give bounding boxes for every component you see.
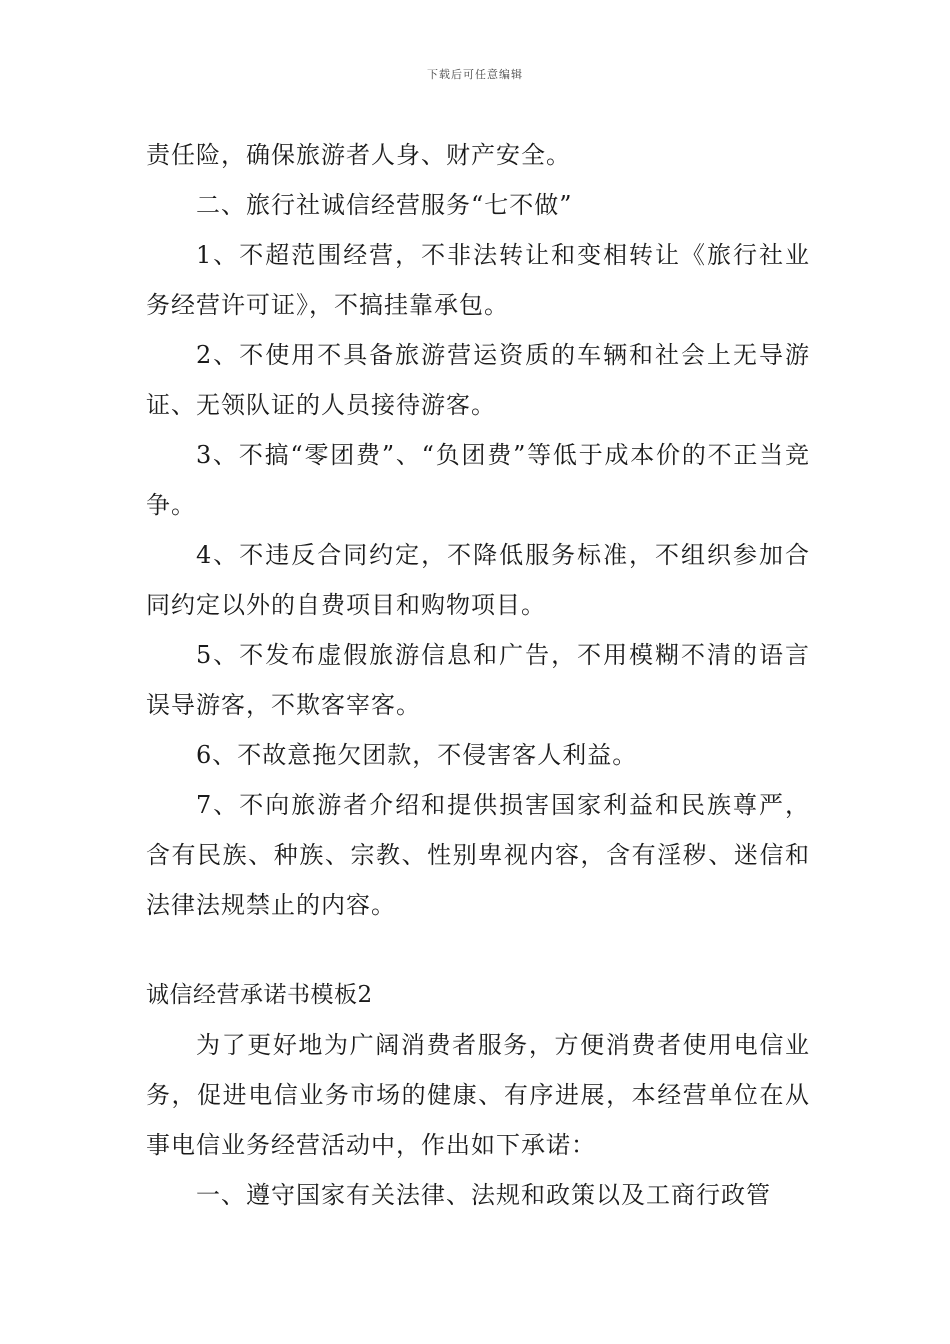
list-item-5: 5、不发布虚假旅游信息和广告，不用模糊不清的语言误导游客，不欺客宰客。	[146, 641, 810, 719]
section-title: 诚信经营承诺书模板2	[146, 982, 373, 1008]
list-item-6: 6、不故意拖欠团款，不侵害客人利益。	[196, 741, 638, 769]
intro-paragraph: 为了更好地为广阔消费者服务，方便消费者使用电信业务，促进电信业务市场的健康、有序进展，本经营单位在从事电信业务经营活动中，作出如下承诺：	[146, 1031, 810, 1159]
list-item-4: 4、不违反合同约定，不降低服务标准，不组织参加合同约定以外的自费项目和购物项目。	[146, 541, 810, 619]
page-header-note: 下载后可任意编辑	[427, 68, 523, 81]
commitment-item-1: 一、遵守国家有关法律、法规和政策以及工商行政管	[196, 1181, 771, 1209]
list-item-1: 1、不超范围经营，不非法转让和变相转让《旅行社业务经营许可证》，不搞挂靠承包。	[146, 241, 810, 319]
list-item-2: 2、不使用不具备旅游营运资质的车辆和社会上无导游证、无领队证的人员接待游客。	[146, 341, 810, 419]
heading-seven-donts: 二、旅行社诚信经营服务“七不做”	[196, 191, 573, 219]
paragraph-continuation: 责任险，确保旅游者人身、财产安全。	[146, 141, 571, 169]
list-item-3: 3、不搞“零团费”、“负团费”等低于成本价的不正当竞争。	[146, 441, 810, 519]
document-body	[146, 130, 810, 1220]
list-item-7: 7、不向旅游者介绍和提供损害国家利益和民族尊严，含有民族、种族、宗教、性别卑视内容，含有淫秽、迷信和法律法规禁止的内容。	[146, 791, 810, 919]
